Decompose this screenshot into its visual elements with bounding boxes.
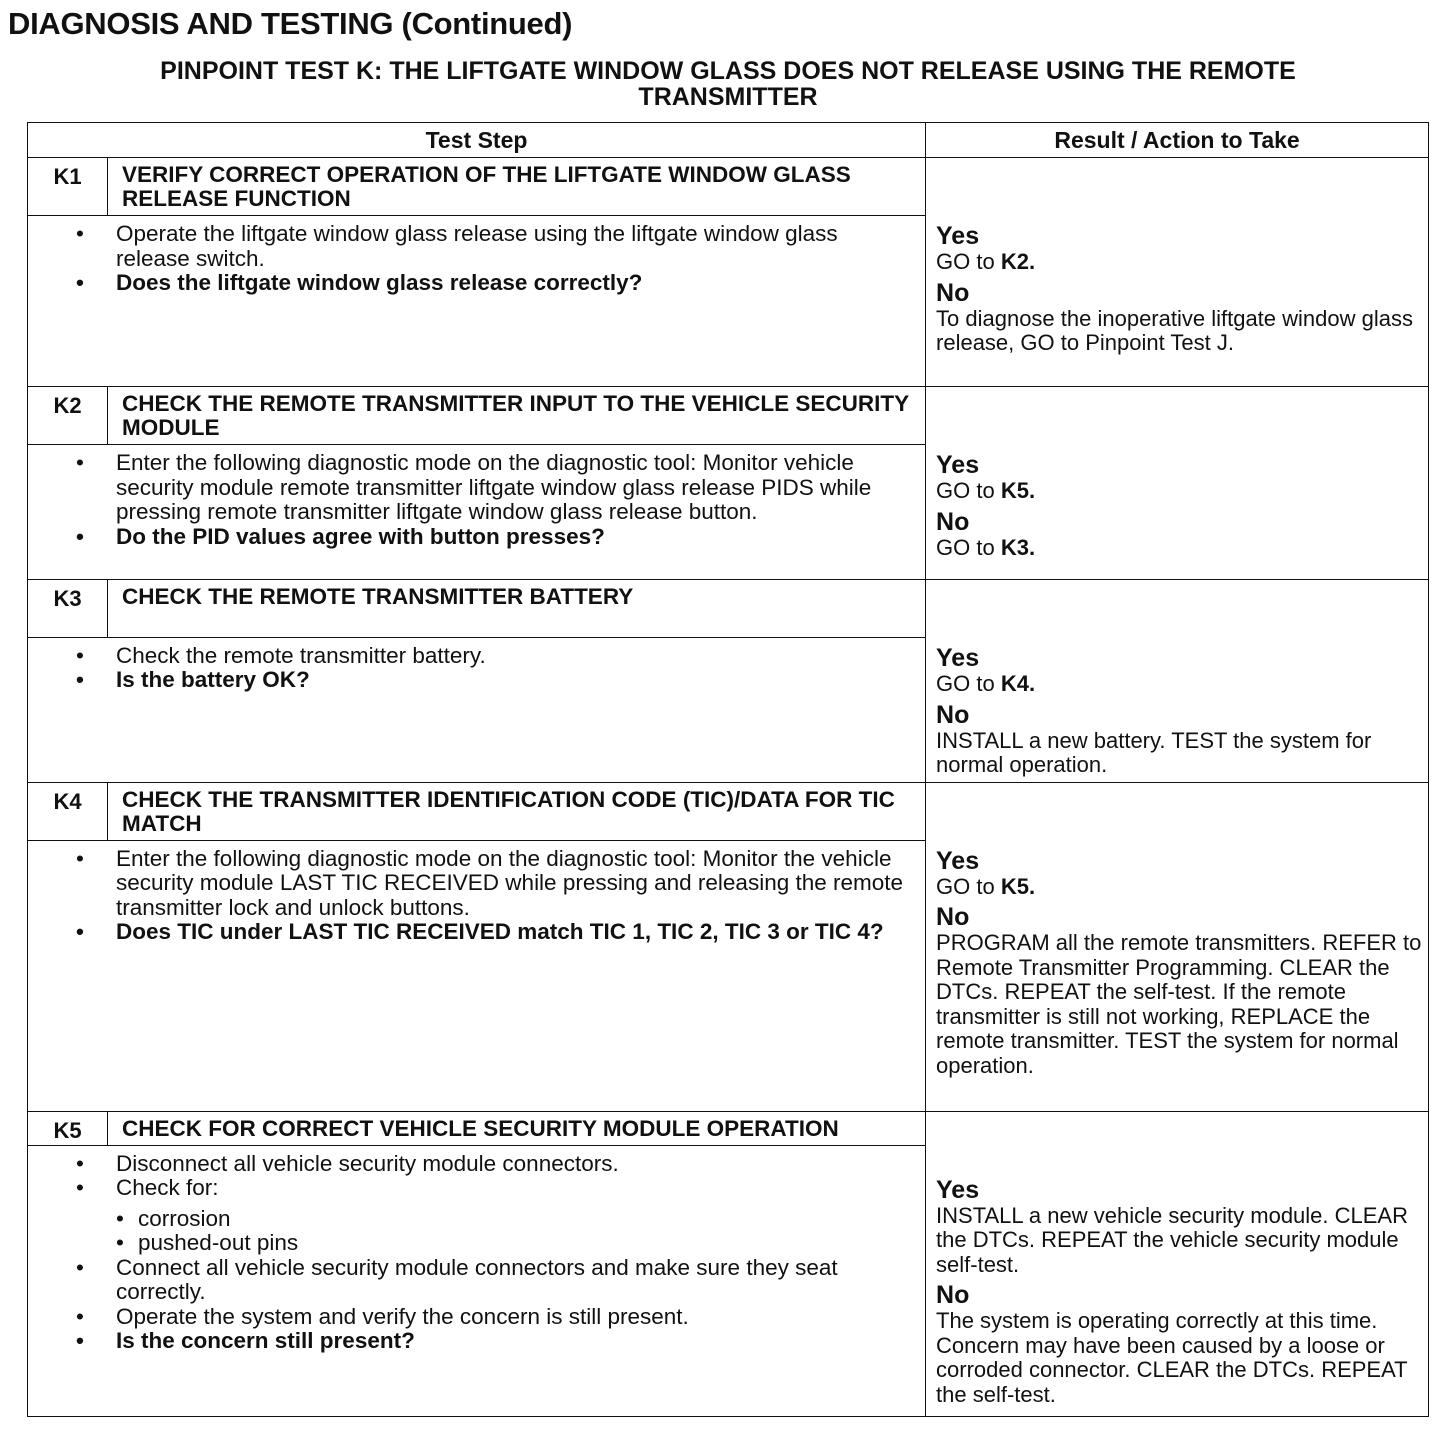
step-title: CHECK FOR CORRECT VEHICLE SECURITY MODULE OPERATION xyxy=(108,1111,926,1145)
step-row-k2-head xyxy=(28,387,1429,445)
action-item: • Enter the following diagnostic mode on the diagnostic tool: Monitor vehicle security module remote transmitter liftgate window glass release PIDS while pressing remote transmitter liftgate window glass release button. xyxy=(116,451,915,525)
action-list xyxy=(28,222,915,296)
step-result xyxy=(926,158,1429,387)
yes-action: GO to K4. xyxy=(936,671,1036,696)
step-body xyxy=(28,216,926,387)
pinpoint-test-title xyxy=(40,58,1416,110)
yes-label: Yes xyxy=(936,644,980,672)
step-title: VERIFY CORRECT OPERATION OF THE LIFTGATE WINDOW GLASS RELEASE FUNCTION xyxy=(108,158,926,216)
no-label: No xyxy=(936,278,970,307)
step-result xyxy=(926,1111,1429,1416)
step-body xyxy=(28,1145,926,1416)
page-heading: DIAGNOSIS AND TESTING (Continued) xyxy=(8,6,573,41)
action-item: • Enter the following diagnostic mode on the diagnostic tool: Monitor the vehicle security module LAST TIC RECEIVED while pressing and releasing the remote transmitter lock and unlock buttons. xyxy=(116,847,915,921)
table-header-row xyxy=(28,123,1429,158)
action-item: • Operate the liftgate window glass release using the liftgate window glass release switch. xyxy=(116,222,915,271)
action-list xyxy=(28,644,915,693)
action-list xyxy=(28,1152,915,1354)
action-question: • Does TIC under LAST TIC RECEIVED match TIC 1, TIC 2, TIC 3 or TIC 4? xyxy=(116,920,915,945)
no-label: No xyxy=(936,903,970,931)
yes-label: Yes xyxy=(936,451,980,479)
step-id: K5 xyxy=(28,1111,108,1145)
action-item: • Check the remote transmitter battery. xyxy=(116,644,915,669)
no-action: GO to K3. xyxy=(936,534,1036,560)
step-row-k3-head xyxy=(28,580,1429,638)
action-item: • Operate the system and verify the concern is still present. xyxy=(116,1305,915,1330)
step-row-k1-head xyxy=(28,158,1429,216)
column-header-result: Result / Action to Take xyxy=(926,123,1429,158)
action-list xyxy=(28,451,915,549)
no-label: No xyxy=(936,1281,970,1309)
yes-label: Yes xyxy=(936,1175,980,1204)
no-label: No xyxy=(936,700,970,729)
step-result xyxy=(926,387,1429,580)
yes-action: GO to K5. xyxy=(936,478,1036,503)
yes-action: GO to K5. xyxy=(936,873,1036,899)
pinpoint-test-table xyxy=(27,122,1429,1417)
step-title: CHECK THE REMOTE TRANSMITTER INPUT TO THE VEHICLE SECURITY MODULE xyxy=(108,387,926,445)
action-question: • Does the liftgate window glass release correctly? xyxy=(116,271,915,296)
yes-action: INSTALL a new vehicle security module. CLEAR the DTCs. REPEAT the vehicle security module self-test. xyxy=(936,1202,1408,1277)
check-item: • pushed-out pins xyxy=(138,1231,915,1256)
yes-label: Yes xyxy=(936,222,980,250)
step-id: K4 xyxy=(28,782,108,840)
step-title: CHECK THE REMOTE TRANSMITTER BATTERY xyxy=(108,580,926,638)
action-item: • Check for: • corrosion • pushed-out pins xyxy=(116,1176,915,1256)
step-body xyxy=(28,637,926,782)
check-item: • corrosion xyxy=(138,1207,915,1232)
step-id: K1 xyxy=(28,158,108,216)
action-question: • Do the PID values agree with button presses? xyxy=(116,525,915,550)
step-result xyxy=(926,580,1429,783)
check-list xyxy=(116,1207,915,1256)
no-action: PROGRAM all the remote transmitters. REFER to Remote Transmitter Programming. CLEAR the DTCs. REPEAT the self-test. If the remote transmitter is still not working, REPLACE the remote transmitter. TEST the system for normal operation. xyxy=(936,930,1422,1078)
step-result xyxy=(926,782,1429,1111)
column-header-test-step: Test Step xyxy=(28,123,926,158)
title-line-1: PINPOINT TEST K: THE LIFTGATE WINDOW GLASS DOES NOT RELEASE USING THE REMOTE xyxy=(160,57,1296,85)
step-id: K3 xyxy=(28,580,108,638)
step-id: K2 xyxy=(28,387,108,445)
step-row-k5-head xyxy=(28,1111,1429,1145)
title-line-2: TRANSMITTER xyxy=(638,83,818,111)
step-body xyxy=(28,840,926,1111)
step-title: CHECK THE TRANSMITTER IDENTIFICATION CODE (TIC)/DATA FOR TIC MATCH xyxy=(108,782,926,840)
step-body xyxy=(28,445,926,580)
no-action: To diagnose the inoperative liftgate window glass release, GO to Pinpoint Test J. xyxy=(936,305,1413,355)
no-action: INSTALL a new battery. TEST the system for normal operation. xyxy=(936,727,1372,777)
yes-label: Yes xyxy=(936,846,980,875)
yes-action: GO to K2. xyxy=(936,249,1036,274)
action-item: • Connect all vehicle security module connectors and make sure they seat correctly. xyxy=(116,1256,915,1305)
step-row-k4-head xyxy=(28,782,1429,840)
action-question: • Is the battery OK? xyxy=(116,668,915,693)
no-label: No xyxy=(936,507,970,536)
no-action: The system is operating correctly at this time. Concern may have been caused by a loose or corroded connector. CLEAR the DTCs. REPEAT the self-test. xyxy=(936,1308,1408,1407)
action-question: • Is the concern still present? xyxy=(116,1329,915,1354)
action-item: • Disconnect all vehicle security module connectors. xyxy=(116,1152,915,1177)
action-list xyxy=(28,847,915,945)
